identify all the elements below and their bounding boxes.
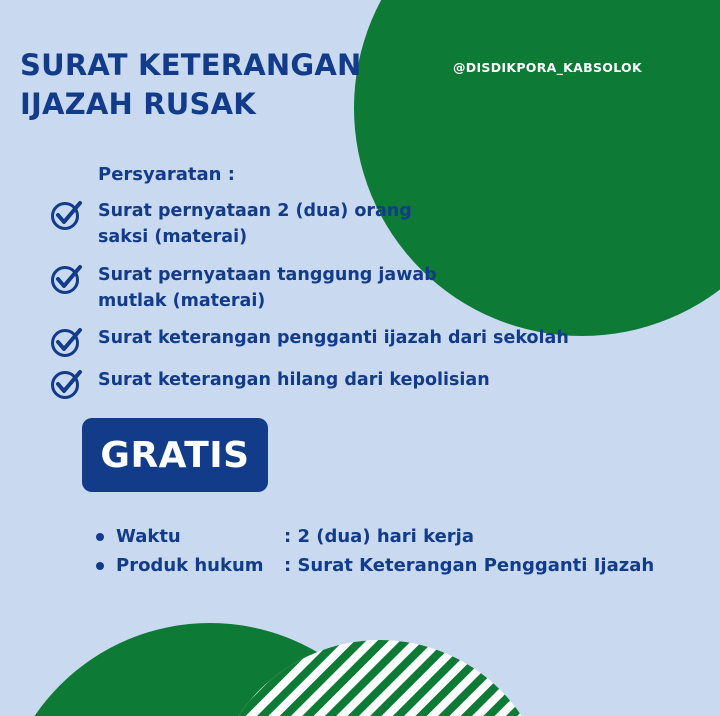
requirement-text: Surat keterangan hilang dari kepolisian (98, 370, 490, 390)
checkmark-circle-icon (50, 367, 84, 401)
requirement-text: Surat keterangan pengganti ijazah dari sekolah (98, 328, 569, 348)
requirement-text: Surat pernyataan tanggung jawab mutlak (materai) (98, 265, 437, 311)
title-line-2: IJAZAH RUSAK (20, 87, 256, 121)
social-handle: @DISDIKPORA_KABSOLOK (453, 60, 642, 75)
info-label: Waktu (116, 526, 181, 547)
requirement-text: Surat pernyataan 2 (dua) orang saksi (materai) (98, 201, 412, 247)
bullet-dot (96, 562, 104, 570)
free-badge: GRATIS (82, 418, 268, 492)
info-label: Produk hukum (116, 555, 264, 576)
page-title (20, 46, 361, 124)
checkmark-circle-icon (50, 325, 84, 359)
checkmark-circle-icon (50, 262, 84, 296)
info-value: : 2 (dua) hari kerja (284, 526, 474, 547)
bullet-dot (96, 533, 104, 541)
checkmark-circle-icon (50, 198, 84, 232)
info-value: : Surat Keterangan Pengganti Ijazah (284, 555, 655, 576)
title-line-1: SURAT KETERANGAN (20, 48, 362, 82)
requirements-heading: Persyaratan : (98, 164, 235, 185)
